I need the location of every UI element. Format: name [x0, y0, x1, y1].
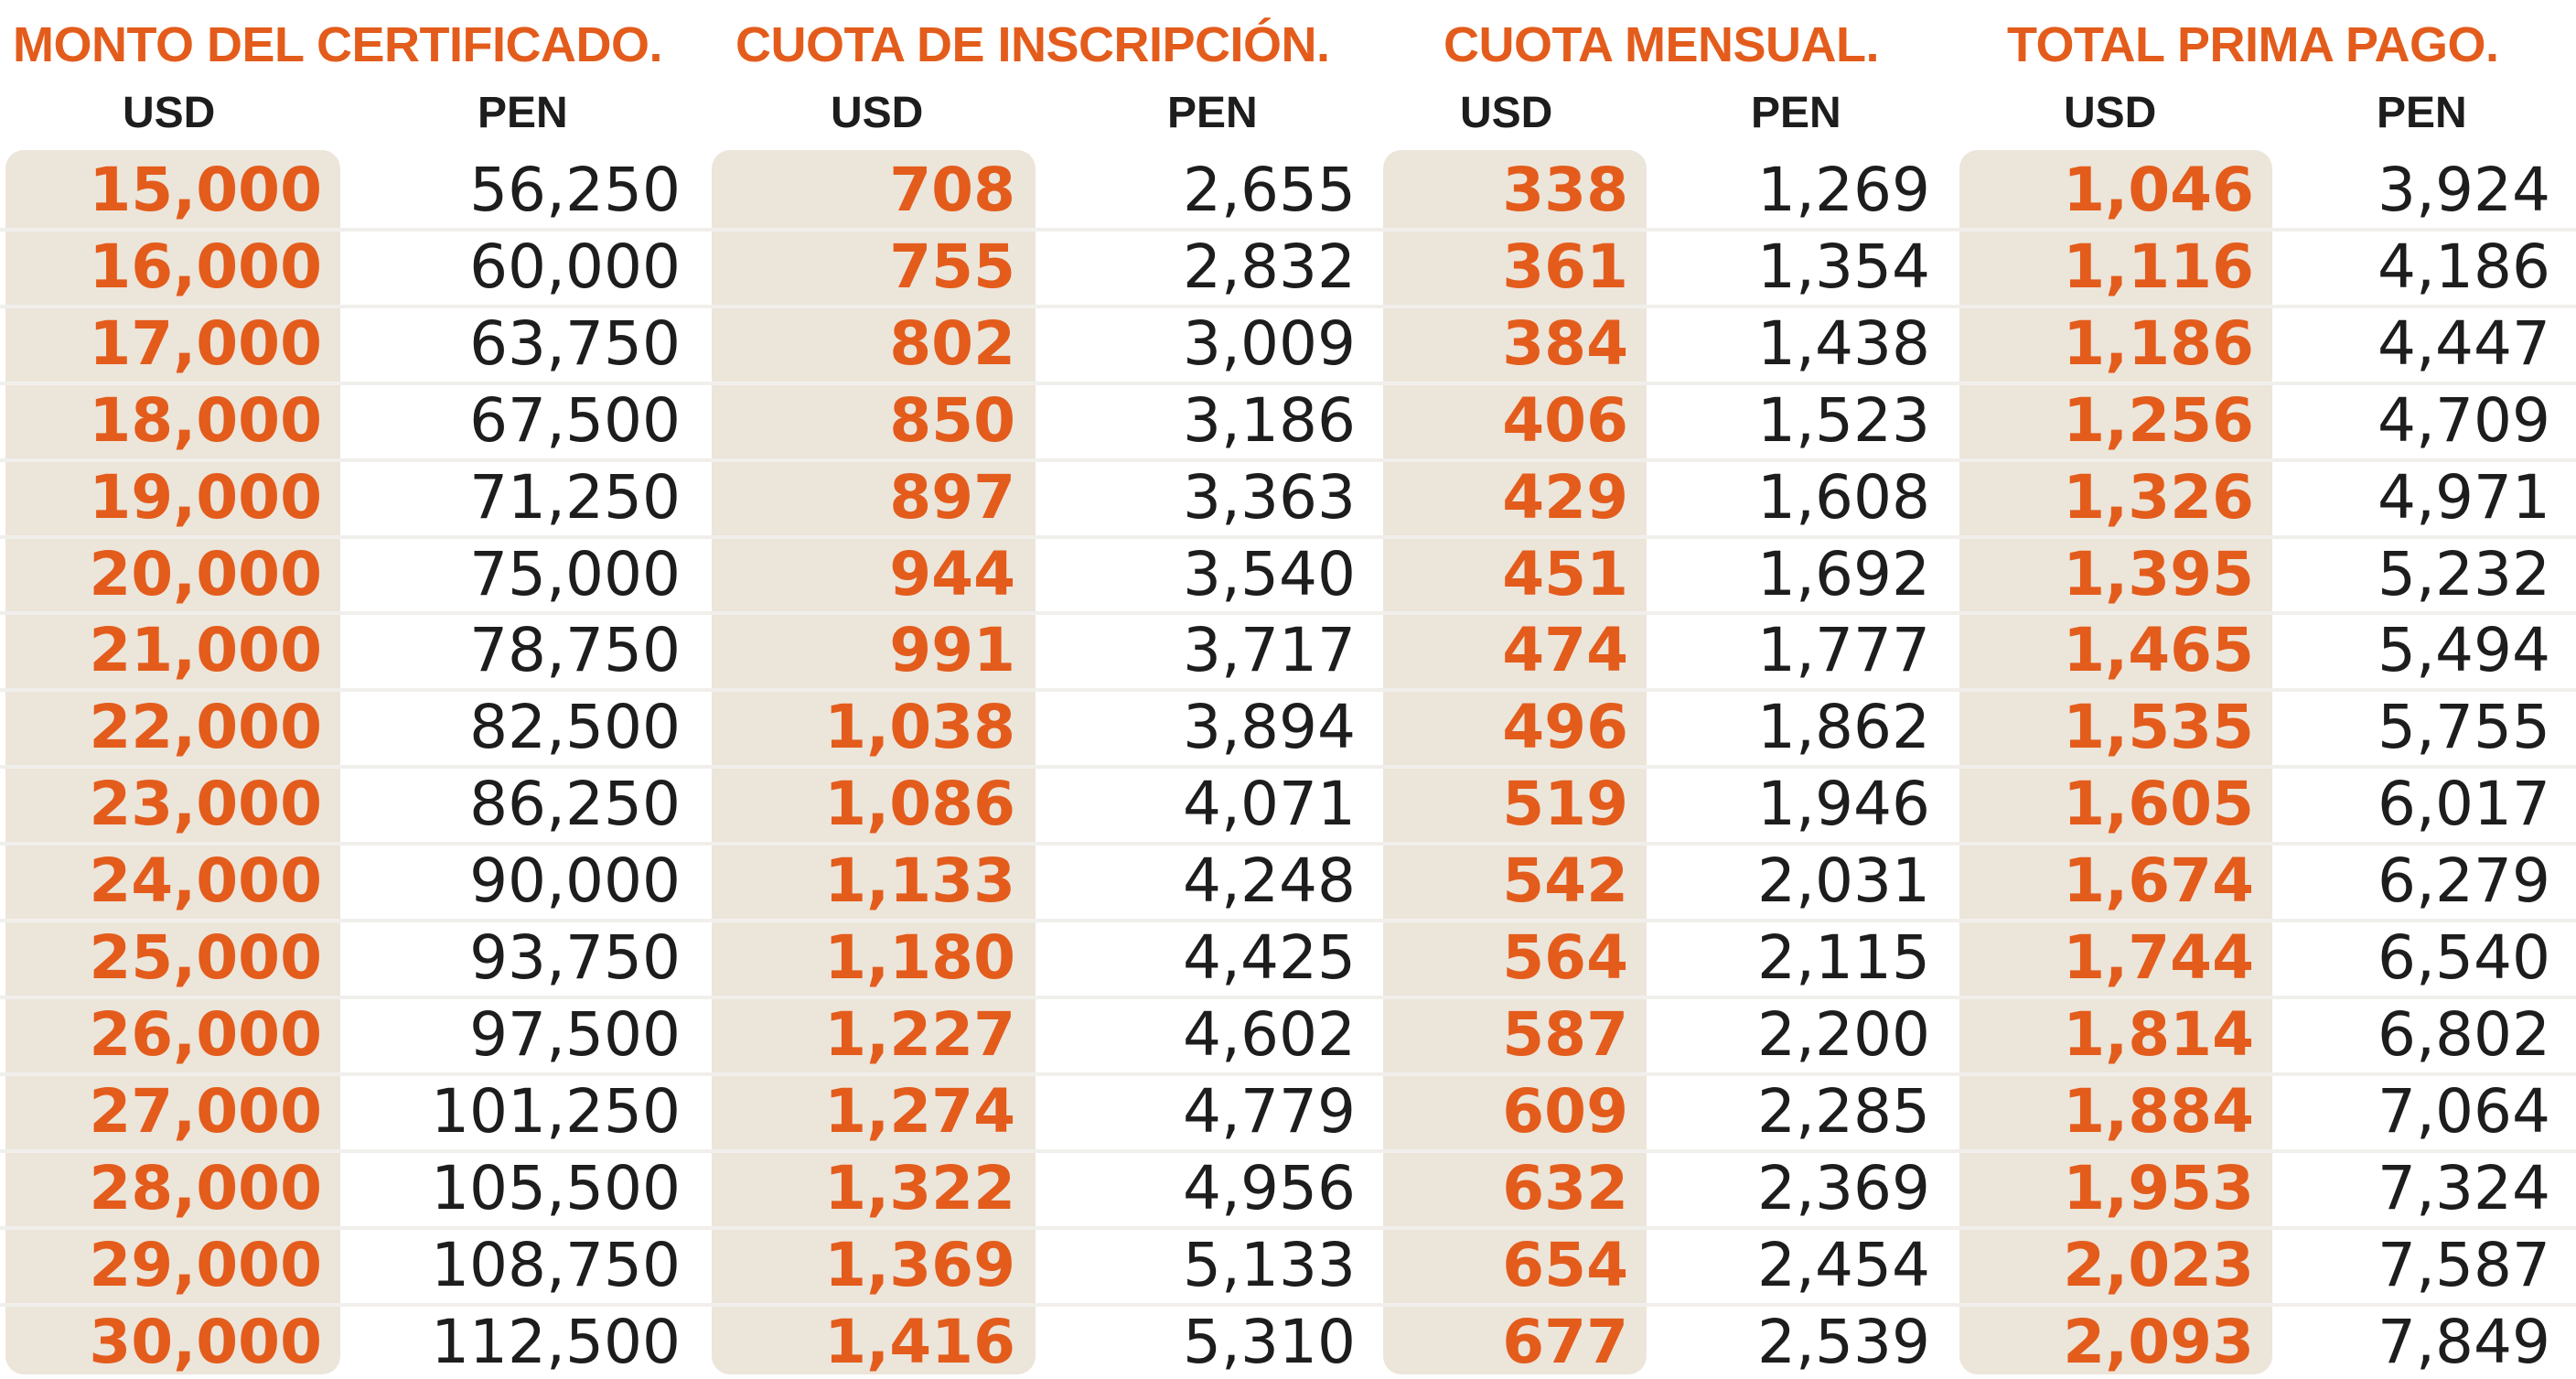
subheader-mensual-usd: USD [1460, 89, 1553, 137]
cell-total-usd: 1,395 [2063, 538, 2254, 609]
cell-monto-pen: 112,500 [431, 1306, 681, 1377]
cell-monto-usd: 20,000 [89, 538, 322, 609]
subheader-monto-pen: PEN [478, 89, 568, 137]
subheader-total-pen: PEN [2377, 89, 2467, 137]
cell-mensual-usd: 564 [1502, 922, 1628, 993]
cell-monto-pen: 82,500 [469, 692, 681, 763]
cell-inscripcion-usd: 850 [889, 384, 1015, 456]
cell-inscripcion-pen: 5,310 [1183, 1306, 1356, 1377]
cell-total-pen: 3,924 [2377, 155, 2550, 225]
cell-monto-pen: 63,750 [469, 307, 681, 379]
cell-mensual-pen: 2,539 [1757, 1306, 1930, 1377]
subheader-inscripcion-usd: USD [831, 89, 924, 137]
cell-monto-usd: 27,000 [89, 1075, 322, 1147]
cell-monto-usd: 18,000 [89, 384, 322, 456]
cell-mensual-pen: 2,285 [1757, 1075, 1930, 1147]
cell-inscripcion-pen: 3,717 [1183, 615, 1356, 686]
cell-total-usd: 1,326 [2063, 461, 2254, 533]
cell-monto-pen: 78,750 [469, 615, 681, 686]
cell-mensual-pen: 2,115 [1757, 922, 1930, 993]
cell-mensual-usd: 519 [1502, 769, 1628, 840]
cell-inscripcion-usd: 802 [889, 307, 1015, 379]
cell-inscripcion-usd: 944 [889, 538, 1015, 609]
cell-mensual-usd: 632 [1502, 1152, 1628, 1223]
cell-mensual-pen: 1,692 [1757, 538, 1930, 609]
cell-mensual-pen: 1,862 [1757, 692, 1930, 763]
cell-mensual-usd: 496 [1502, 692, 1628, 763]
cell-total-usd: 2,093 [2063, 1306, 2254, 1377]
cell-total-usd: 1,674 [2063, 846, 2254, 917]
cell-inscripcion-usd: 1,274 [824, 1075, 1015, 1147]
subheader-inscripcion-pen: PEN [1167, 89, 1258, 137]
cell-inscripcion-pen: 2,655 [1183, 155, 1356, 225]
cell-total-pen: 4,447 [2377, 307, 2550, 379]
cell-monto-usd: 19,000 [89, 461, 322, 533]
cell-mensual-usd: 361 [1502, 231, 1628, 302]
cell-monto-pen: 108,750 [431, 1229, 681, 1300]
cell-monto-usd: 24,000 [89, 846, 322, 917]
cell-inscripcion-usd: 1,133 [824, 846, 1015, 917]
cell-inscripcion-pen: 4,425 [1183, 922, 1356, 993]
cell-inscripcion-pen: 3,186 [1183, 384, 1356, 456]
cell-monto-usd: 16,000 [89, 231, 322, 302]
cell-monto-usd: 25,000 [89, 922, 322, 993]
cell-mensual-usd: 542 [1502, 846, 1628, 917]
cell-mensual-pen: 1,608 [1757, 461, 1930, 533]
cell-monto-usd: 23,000 [89, 769, 322, 840]
cell-mensual-pen: 1,777 [1757, 615, 1930, 686]
header-cuota-mensual: CUOTA MENSUAL. [1444, 17, 1879, 72]
cell-mensual-pen: 1,438 [1757, 307, 1930, 379]
cell-inscripcion-usd: 708 [889, 155, 1015, 225]
cell-total-usd: 1,186 [2063, 307, 2254, 379]
cell-total-pen: 7,587 [2377, 1229, 2550, 1300]
cell-inscripcion-pen: 4,779 [1183, 1075, 1356, 1147]
cell-monto-usd: 17,000 [89, 307, 322, 379]
cell-mensual-usd: 338 [1502, 155, 1628, 225]
cell-inscripcion-pen: 3,540 [1183, 538, 1356, 609]
cell-total-pen: 4,186 [2377, 231, 2550, 302]
cell-mensual-usd: 474 [1502, 615, 1628, 686]
cell-monto-usd: 29,000 [89, 1229, 322, 1300]
cell-mensual-pen: 2,369 [1757, 1152, 1930, 1223]
cell-monto-usd: 30,000 [89, 1306, 322, 1377]
cell-total-usd: 1,953 [2063, 1152, 2254, 1223]
cell-total-pen: 4,971 [2377, 461, 2550, 533]
cell-inscripcion-pen: 3,894 [1183, 692, 1356, 763]
cell-mensual-usd: 429 [1502, 461, 1628, 533]
cell-mensual-pen: 2,454 [1757, 1229, 1930, 1300]
cell-total-usd: 1,256 [2063, 384, 2254, 456]
cell-total-pen: 6,802 [2377, 998, 2550, 1070]
cell-inscripcion-usd: 897 [889, 461, 1015, 533]
cell-total-pen: 6,017 [2377, 769, 2550, 840]
cell-total-usd: 1,814 [2063, 998, 2254, 1070]
cell-inscripcion-usd: 1,180 [824, 922, 1015, 993]
cell-inscripcion-usd: 1,086 [824, 769, 1015, 840]
cell-monto-pen: 75,000 [469, 538, 681, 609]
cell-monto-usd: 22,000 [89, 692, 322, 763]
cell-total-pen: 7,064 [2377, 1075, 2550, 1147]
cell-inscripcion-pen: 3,363 [1183, 461, 1356, 533]
cell-total-pen: 5,494 [2377, 615, 2550, 686]
cell-mensual-pen: 1,946 [1757, 769, 1930, 840]
header-monto-certificado: MONTO DEL CERTIFICADO. [13, 17, 663, 72]
cell-inscripcion-pen: 2,832 [1183, 231, 1356, 302]
cell-monto-pen: 71,250 [469, 461, 681, 533]
cell-inscripcion-usd: 1,322 [824, 1152, 1015, 1223]
cell-mensual-usd: 384 [1502, 307, 1628, 379]
cell-inscripcion-usd: 1,038 [824, 692, 1015, 763]
cell-total-usd: 2,023 [2063, 1229, 2254, 1300]
cell-total-usd: 1,465 [2063, 615, 2254, 686]
cell-inscripcion-pen: 4,071 [1183, 769, 1356, 840]
cell-inscripcion-pen: 4,248 [1183, 846, 1356, 917]
cell-total-pen: 5,755 [2377, 692, 2550, 763]
cell-total-usd: 1,535 [2063, 692, 2254, 763]
cell-total-usd: 1,744 [2063, 922, 2254, 993]
cell-inscripcion-usd: 991 [889, 615, 1015, 686]
cell-inscripcion-pen: 4,602 [1183, 998, 1356, 1070]
subheader-monto-usd: USD [123, 89, 216, 137]
cell-inscripcion-usd: 1,416 [824, 1306, 1015, 1377]
cell-total-pen: 6,279 [2377, 846, 2550, 917]
cell-monto-usd: 26,000 [89, 998, 322, 1070]
cell-inscripcion-pen: 4,956 [1183, 1152, 1356, 1223]
cell-total-pen: 7,849 [2377, 1306, 2550, 1377]
cell-mensual-usd: 609 [1502, 1075, 1628, 1147]
subheader-mensual-pen: PEN [1751, 89, 1841, 137]
cell-mensual-usd: 587 [1502, 998, 1628, 1070]
cell-monto-pen: 97,500 [469, 998, 681, 1070]
cell-total-usd: 1,046 [2063, 155, 2254, 225]
cell-mensual-usd: 677 [1502, 1306, 1628, 1377]
cell-total-pen: 7,324 [2377, 1152, 2550, 1223]
cell-monto-pen: 101,250 [431, 1075, 681, 1147]
cell-total-pen: 4,709 [2377, 384, 2550, 456]
cell-monto-pen: 93,750 [469, 922, 681, 993]
cell-mensual-pen: 1,523 [1757, 384, 1930, 456]
cell-inscripcion-pen: 3,009 [1183, 307, 1356, 379]
subheader-total-usd: USD [2064, 89, 2157, 137]
cell-mensual-usd: 654 [1502, 1229, 1628, 1300]
cell-monto-usd: 15,000 [89, 155, 322, 225]
cell-monto-usd: 28,000 [89, 1152, 322, 1223]
cell-mensual-usd: 451 [1502, 538, 1628, 609]
cell-total-pen: 6,540 [2377, 922, 2550, 993]
cell-mensual-pen: 2,031 [1757, 846, 1930, 917]
cell-monto-pen: 90,000 [469, 846, 681, 917]
cell-total-usd: 1,884 [2063, 1075, 2254, 1147]
cell-mensual-usd: 406 [1502, 384, 1628, 456]
cell-inscripcion-pen: 5,133 [1183, 1229, 1356, 1300]
header-cuota-inscripcion: CUOTA DE INSCRIPCIÓN. [735, 17, 1330, 72]
cell-inscripcion-usd: 1,369 [824, 1229, 1015, 1300]
cell-mensual-pen: 1,269 [1757, 155, 1930, 225]
cell-total-usd: 1,116 [2063, 231, 2254, 302]
cell-inscripcion-usd: 1,227 [824, 998, 1015, 1070]
cell-total-usd: 1,605 [2063, 769, 2254, 840]
cell-monto-pen: 105,500 [431, 1152, 681, 1223]
header-total-prima-pago: TOTAL PRIMA PAGO. [2007, 17, 2499, 72]
cell-mensual-pen: 1,354 [1757, 231, 1930, 302]
cell-monto-pen: 60,000 [469, 231, 681, 302]
cell-total-pen: 5,232 [2377, 538, 2550, 609]
cell-inscripcion-usd: 755 [889, 231, 1015, 302]
cell-monto-pen: 86,250 [469, 769, 681, 840]
cell-mensual-pen: 2,200 [1757, 998, 1930, 1070]
cell-monto-pen: 56,250 [469, 155, 681, 225]
cell-monto-usd: 21,000 [89, 615, 322, 686]
cell-monto-pen: 67,500 [469, 384, 681, 456]
